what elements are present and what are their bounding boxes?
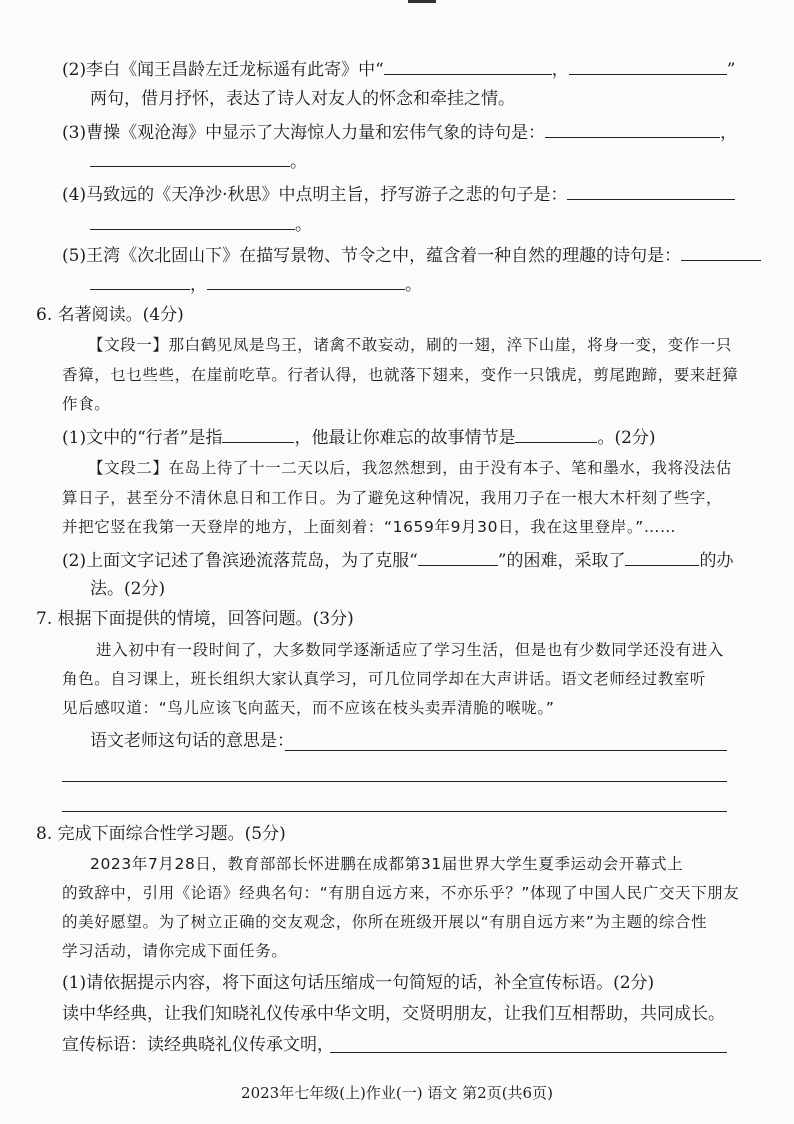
answer-blank[interactable]	[569, 58, 727, 75]
punct: ，	[190, 275, 207, 295]
q6-sub2-text: (2)上面文字记述了鲁滨逊流落荒岛，为了克服“	[62, 551, 418, 571]
q6-passage2-line1: 【文段二】在岛上待了十一二天以后，我忽然想到，由于没有本子、笔和墨水，我将没法估	[88, 459, 733, 477]
punct: 。	[295, 215, 312, 235]
q8-context-line2: 的致辞中，引用《论语》经典名句：“有朋自远方来，不亦乐乎？”体现了中国人民广交天下朋友	[62, 884, 740, 902]
answer-blank[interactable]	[90, 150, 290, 167]
q8-sub1: (1)请依据提示内容，将下面这句话压缩成一句简短的话，补全宣传标语。(2分)	[62, 973, 655, 993]
q5-item3-line1	[62, 121, 737, 144]
q5-item5-line1	[62, 244, 761, 267]
q8-title: 8. 完成下面综合性学习题。(5分)	[36, 824, 286, 844]
answer-blank[interactable]	[90, 273, 190, 290]
q5-item5-text: (5)王湾《次北固山下》在描写景物、节令之中，蕴含着一种自然的理趣的诗句是：	[62, 246, 682, 266]
q6-passage2-line2: 算日子，甚至分不清休息日和工作日。为了避免这种情况，我用刀子在一根大木杆刻了些字，	[62, 489, 723, 507]
q7-context-line3: 见后感叹道：“鸟儿应该飞向蓝天，而不应该在枝头卖弄清脆的喉咙。”	[62, 699, 555, 717]
scan-mark	[408, 0, 436, 3]
q5-item3-line2	[90, 150, 307, 173]
q8-context-line3: 的美好愿望。为了树立正确的交友观念，你所在班级开展以“有朋自远方来”为主题的综合性	[62, 913, 708, 931]
q5-item4-text: (4)马致远的《天净沙·秋思》中点明主旨，抒写游子之悲的句子是：	[62, 185, 568, 205]
q5-item2-text: (2)李白《闻王昌龄左迁龙标遥有此寄》中“	[62, 60, 384, 80]
q5-item2-line1	[62, 58, 735, 81]
answer-line[interactable]	[330, 1052, 727, 1053]
punct: 。	[290, 152, 307, 172]
q6-passage2-line3: 并把它竖在我第一天登岸的地方，上面刻着：“1659年9月30日，我在这里登岸。”……	[62, 518, 677, 536]
punct: ，	[720, 123, 738, 143]
q5-item3-text: (3)曹操《观沧海》中显示了大海惊人力量和宏伟气象的诗句是：	[62, 123, 546, 143]
q6-sub1	[62, 426, 656, 449]
answer-line[interactable]	[62, 781, 727, 782]
q7-context-line1: 进入初中有一段时间了，大多数同学逐渐适应了学习生活，但是也有少数同学还没有进入	[96, 641, 724, 659]
answer-blank[interactable]	[625, 549, 699, 566]
page-footer: 2023年七年级(上)作业(一) 语文 第2页(共6页)	[241, 1084, 553, 1102]
q6-passage1-line1: 【文段一】那白鹤见凤是鸟王，诸禽不敢妄动，刷的一翅，淬下山崖，将身一变，变作一只	[88, 336, 733, 354]
answer-line[interactable]	[62, 811, 727, 812]
q7-prompt: 语文老师这句话的意思是：	[90, 731, 294, 751]
answer-blank[interactable]	[418, 549, 498, 566]
q6-passage1-line3: 作食。	[62, 395, 111, 413]
q8-context-line4: 学习活动，请你完成下面任务。	[62, 942, 288, 960]
q6-sub2-line2: 法。(2分)	[90, 579, 166, 599]
answer-line[interactable]	[285, 750, 727, 751]
q6-sub2-text2: ”的困难，采取了	[497, 551, 626, 571]
q6-sub2-line1	[62, 549, 733, 572]
q8-context-line1: 2023年7月28日，教育部部长怀进鹏在成都第31届世界大学生夏季运动会开幕式上	[90, 855, 684, 873]
q7-context-line2: 角色。自习课上，班长组织大家认真学习，可几位同学却在大声讲话。语文老师经过教室听	[62, 670, 707, 688]
answer-blank[interactable]	[545, 121, 720, 138]
q5-item5-line2	[90, 273, 422, 296]
q6-sub1-text: (1)文中的“行者”是指	[62, 428, 223, 448]
punct: 。	[405, 275, 422, 295]
punct: ”	[726, 60, 736, 80]
q6-sub1-score: 。(2分)	[597, 428, 656, 448]
q8-slogan-prompt: 宣传标语：读经典晓礼仪传承文明，	[62, 1035, 334, 1055]
answer-blank[interactable]	[681, 244, 761, 261]
q5-item4-line2	[90, 213, 312, 236]
answer-blank[interactable]	[90, 213, 295, 230]
q8-source-sentence: 读中华经典，让我们知晓礼仪传承中华文明，交贤明朋友，让我们互相帮助，共同成长。	[62, 1004, 725, 1024]
answer-blank[interactable]	[567, 183, 735, 200]
q5-item2-line2: 两句，借月抒怀，表达了诗人对友人的怀念和牵挂之情。	[90, 89, 515, 109]
answer-blank[interactable]	[207, 273, 405, 290]
q7-title: 7. 根据下面提供的情境，回答问题。(3分)	[36, 609, 354, 629]
answer-blank[interactable]	[384, 58, 552, 75]
q5-item4-line1	[62, 183, 735, 206]
answer-blank[interactable]	[515, 426, 597, 443]
punct: ，	[551, 60, 569, 80]
q6-sub2-text3: 的办	[699, 551, 734, 571]
q6-sub1-text2: ，他最让你难忘的故事情节是	[294, 428, 516, 448]
answer-blank[interactable]	[222, 426, 294, 443]
q6-passage1-line2: 香獐，乜乜些些，在崖前吃草。行者认得，也就落下翅来，变作一只饿虎，剪尾跑蹄，要来赶獐	[62, 366, 739, 384]
q6-title: 6. 名著阅读。(4分)	[36, 305, 184, 325]
